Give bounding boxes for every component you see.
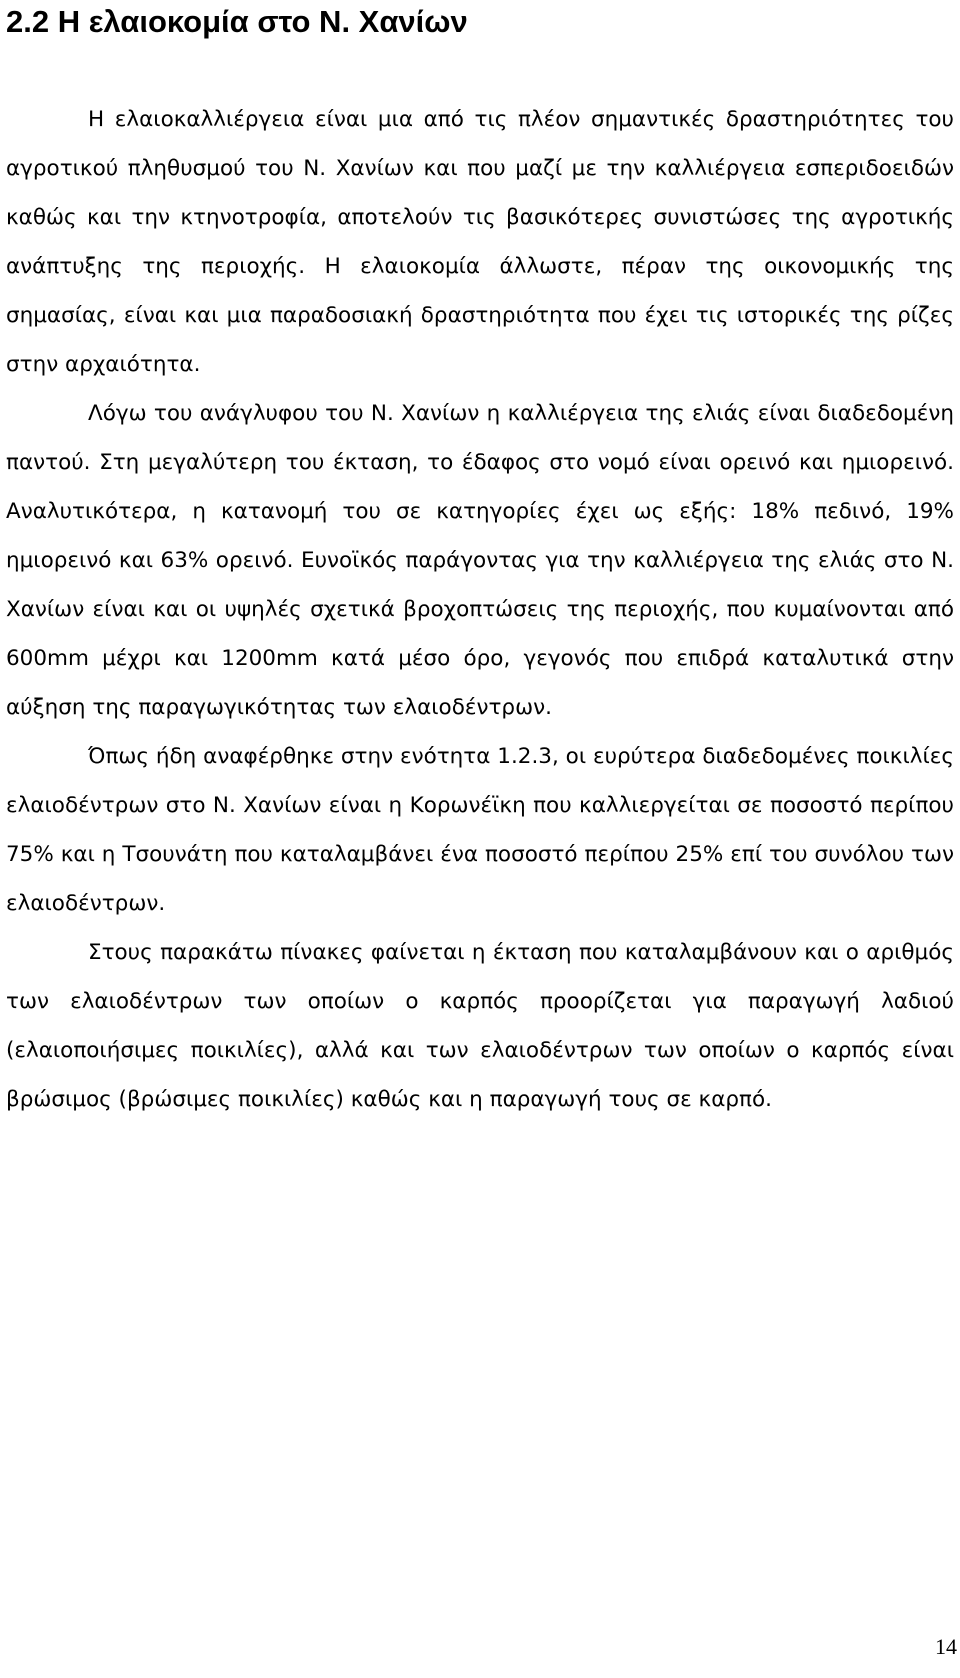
paragraph-olive-cultivation-importance: Η ελαιοκαλλιέργεια είναι μια από τις πλέον σημαντικές δραστηριότητες του αγροτικού πληθυσμού του Ν. Χανίων και που μαζί με την καλλιέργεια εσπεριδοειδών καθώς και την κτηνοτροφία, αποτελούν τις βασικότερες συνιστώσες της αγροτικής ανάπτυξης της περιοχής. Η ελαιοκομία άλλωστε, πέραν της οικονομικής της σημασίας, είναι και μια παραδοσιακή δραστηριότητα που έχει τις ιστορικές της ρίζες στην αρχαιότητα. bbox=[6, 107, 954, 377]
paragraph-terrain-and-rainfall: Λόγω του ανάγλυφου του Ν. Χανίων η καλλιέργεια της ελιάς είναι διαδεδομένη παντού. Στη μεγαλύτερη του έκταση, το έδαφος στο νομό είναι ορεινό και ημιορεινό. Αναλυτικότερα, η κατανομή του σε κατηγορίες έχει ως εξής: 18% πεδινό, 19% ημιορεινό και 63% ορεινό. Ευνοϊκός παράγοντας για την καλλιέργεια της ελιάς στο Ν. Χανίων είναι και οι υψηλές σχετικά βροχοπτώσεις της περιοχής, που κυμαίνονται από 600mm μέχρι και 1200mm κατά μέσο όρο, γεγονός που επιδρά καταλυτικά στην αύξηση της παραγωγικότητας των ελαιοδέντρων. bbox=[6, 401, 954, 720]
section-heading: 2.2 Η ελαιοκομία στο Ν. Χανίων bbox=[6, 4, 468, 39]
page-number: 14 bbox=[935, 1634, 957, 1659]
body-text bbox=[6, 95, 954, 1124]
paragraph-tables-intro: Στους παρακάτω πίνακες φαίνεται η έκταση που καταλαμβάνουν και ο αριθμός των ελαιοδέντρων των οποίων ο καρπός προορίζεται για παραγωγή λαδιού (ελαιοποιήσιμες ποικιλίες), αλλά και των ελαιοδέντρων των οποίων ο καρπός είναι βρώσιμος (βρώσιμες ποικιλίες) καθώς και η παραγωγή τους σε καρπό. bbox=[6, 940, 954, 1112]
paragraph-olive-varieties: Όπως ήδη αναφέρθηκε στην ενότητα 1.2.3, οι ευρύτερα διαδεδομένες ποικιλίες ελαιοδέντρων στο Ν. Χανίων είναι η Κορωνέϊκη που καλλιεργείται σε ποσοστό περίπου 75% και η Τσουνάτη που καταλαμβάνει ένα ποσοστό περίπου 25% επί του συνόλου των ελαιοδέντρων. bbox=[6, 744, 954, 916]
